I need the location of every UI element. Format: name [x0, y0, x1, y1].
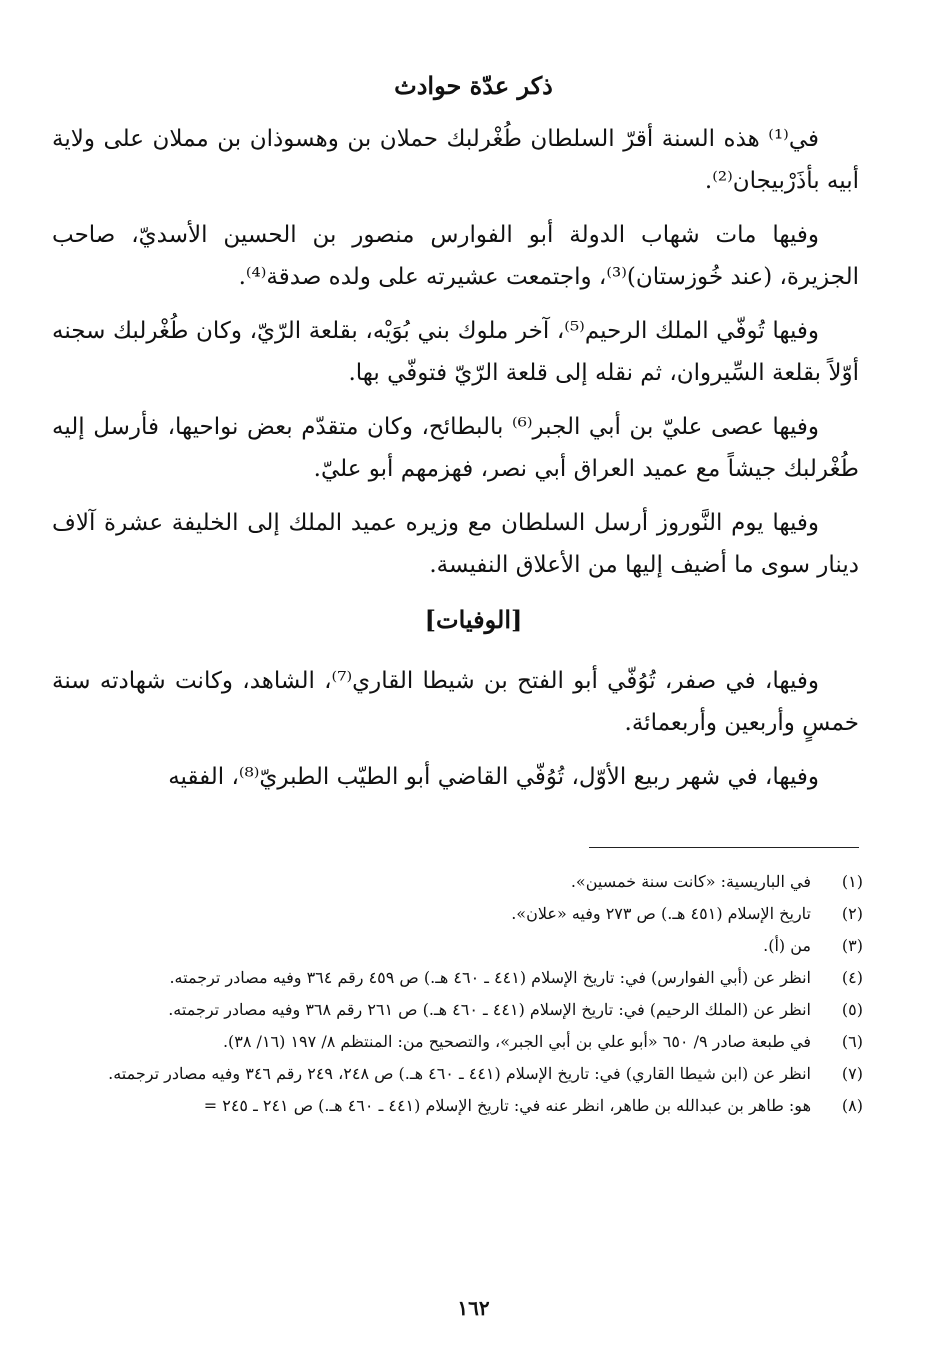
paragraph: وفيها مات شهاب الدولة أبو الفوارس منصور بن الحسين الأسديّ، صاحب الجزيرة، (عند خُوزستان)⁽³⁾، واجتمعت عشيرته على ولده صدقة⁽⁴⁾. — [52, 222, 859, 290]
footnote-number: (٧) — [841, 1064, 863, 1083]
footnote-text: في طبعة صادر ٩/ ٦٥٠ «أبو علي بن أبي الجبر»، والتصحيح من: المنتظم ٨/ ١٩٧ (١٦/ ٣٨). — [222, 1032, 811, 1051]
footnote-text: في الباريسية: «كانت سنة خمسين». — [570, 872, 811, 891]
footnote — [52, 962, 863, 994]
paragraph: وفيها عصى عليّ بن أبي الجبر⁽⁶⁾ بالبطائح، وكان متقدّم بعض نواحيها، فأرسل إليه طُغْرلبك جيشاً مع عميد العراق أبي نصر، فهزمهم أبو عليّ. — [52, 414, 859, 482]
footnote — [52, 866, 863, 898]
footnote-number: (٥) — [841, 1000, 863, 1019]
events-text-block — [52, 118, 859, 598]
footnote-number: (٢) — [841, 904, 863, 923]
footnote-number: (٦) — [841, 1032, 863, 1051]
footnote — [52, 1058, 863, 1090]
footnote-separator — [589, 847, 859, 848]
section-title: ذكر عدّة حوادث — [394, 71, 553, 100]
paragraph: وفيها تُوفّي الملك الرحيم⁽⁵⁾، آخر ملوك بني بُوَيْه، بقلعة الرّيّ، وكان طُغْرلبك سجنه أوّلاً بقلعة السِّيروان، ثم نقله إلى قلعة الرّيّ فتوفّي بها. — [52, 318, 859, 386]
obituaries-text-block — [52, 660, 859, 810]
footnote — [52, 1090, 863, 1122]
footnotes — [52, 866, 863, 1122]
paragraph: وفيها يوم النَّوروز أرسل السلطان مع وزيره عميد الملك إلى الخليفة عشرة آلاف دينار سوى ما أضيف إليها من الأعلاق النفيسة. — [52, 510, 859, 578]
paragraph: وفيها، في صفر، تُوُفّي أبو الفتح بن شيطا القاري⁽⁷⁾، الشاهد، وكانت شهادته سنة خمسٍ وأربعين وأربعمائة. — [52, 668, 859, 736]
footnote-number: (١) — [841, 872, 863, 891]
footnote-number: (٣) — [841, 936, 863, 955]
footnote-text: انظر عن (الملك الرحيم) في: تاريخ الإسلام (٤٤١ ـ ٤٦٠ هـ.) ص ٢٦١ رقم ٣٦٨ وفيه مصادر ترجمته. — [168, 1000, 811, 1019]
footnote-number: (٤) — [841, 968, 863, 987]
footnote-number: (٨) — [841, 1096, 863, 1115]
obituaries-heading: [الوفيات] — [424, 605, 523, 634]
footnote-text: انظر عن (أبي الفوارس) في: تاريخ الإسلام (٤٤١ ـ ٤٦٠ هـ.) ص ٤٥٩ رقم ٣٦٤ وفيه مصادر ترجمته. — [169, 968, 811, 987]
paragraph: في⁽¹⁾ هذه السنة أقرّ السلطان طُغْرلبك حملان بن وهسوذان بن مملان على ولاية أبيه بأذَرْبيجان⁽²⁾. — [52, 126, 859, 194]
footnote — [52, 994, 863, 1026]
footnote — [52, 1026, 863, 1058]
footnote-text: هو: طاهر بن عبدالله بن طاهر، انظر عنه في: تاريخ الإسلام (٤٤١ ـ ٤٦٠ هـ.) ص ٢٤١ ـ ٢٤٥ = — [203, 1096, 811, 1115]
page-number: ١٦٢ — [457, 1296, 490, 1320]
paragraph: وفيها، في شهر ربيع الأوّل، تُوُفّي القاضي أبو الطيّب الطبريّ⁽⁸⁾، الفقيه — [168, 764, 819, 790]
footnote — [52, 930, 863, 962]
footnote — [52, 898, 863, 930]
footnote-text: من (أ). — [763, 936, 811, 955]
footnote-text: انظر عن (ابن شيطا القاري) في: تاريخ الإسلام (٤٤١ ـ ٤٦٠ هـ.) ص ٢٤٨، ٢٤٩ رقم ٣٤٦ وفيه مصادر ترجمته. — [108, 1064, 811, 1083]
footnote-text: تاريخ الإسلام (٤٥١ هـ.) ص ٢٧٣ وفيه «علان». — [511, 904, 811, 923]
